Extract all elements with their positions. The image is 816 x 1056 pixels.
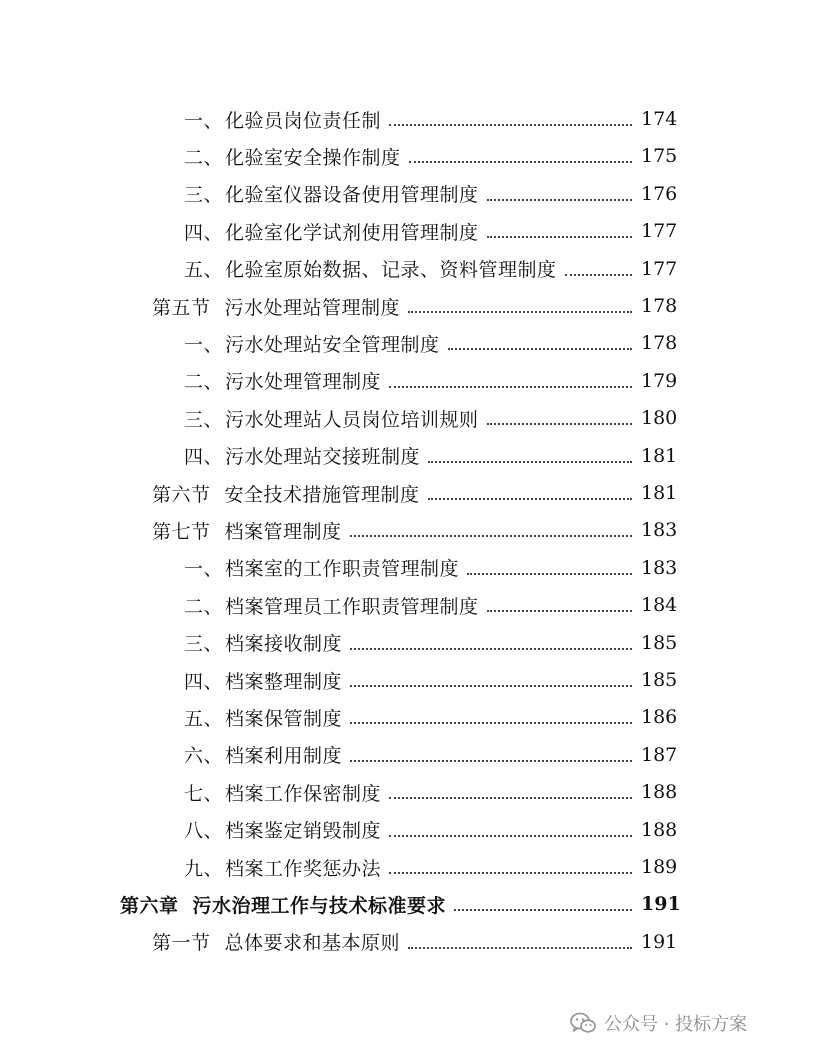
toc-entry[interactable] [0,662,816,698]
toc-entry-number: 第五节 [152,296,211,319]
toc-entry-number: 一、 [184,333,224,356]
toc-entry-label [184,816,381,843]
toc-entry-title: 档案利用制度 [225,745,343,768]
toc-entry[interactable] [0,475,816,511]
watermark [570,1008,747,1038]
toc-entry-label [152,517,342,544]
toc-leader-dots [487,198,632,201]
toc-entry[interactable] [0,737,816,773]
toc-entry-title: 污水处理管理制度 [225,371,382,394]
toc-leader-dots [350,684,632,687]
watermark-text: 公众号 · 投标方案 [604,1014,748,1035]
toc-entry-number: 一、 [184,558,224,581]
toc-leader-dots [454,908,632,911]
toc-entry-title: 档案管理员工作职责管理制度 [225,595,479,618]
toc-entry-title: 档案管理制度 [224,520,342,543]
toc-leader-dots [428,460,632,463]
toc-entry-title: 档案保管制度 [225,707,343,730]
toc-entry-label [184,442,420,469]
toc-leader-dots [448,347,632,350]
toc-entry-label [152,480,420,507]
toc-leader-dots [389,123,632,126]
toc-entry[interactable] [0,587,816,623]
toc-entry-page: 178 [641,332,678,355]
toc-entry[interactable] [0,774,816,810]
toc-entry-title: 总体要求和基本原则 [224,932,401,955]
toc-entry[interactable] [0,512,816,548]
toc-entry-number: 二、 [184,595,224,618]
toc-entry-number: 三、 [184,633,224,656]
toc-entry-number: 五、 [184,707,224,730]
toc-entry[interactable] [0,924,816,960]
toc-entry-label [184,405,479,432]
toc-leader-dots [350,721,632,724]
toc-entry[interactable] [0,138,816,174]
toc-entry-label [184,667,342,694]
toc-leader-dots [487,422,632,425]
toc-entry-page: 177 [641,220,678,243]
toc-entry-title: 档案鉴定销毁制度 [225,820,382,843]
toc-entry-title: 档案工作奖惩办法 [225,857,382,880]
toc-entry-label [184,180,479,207]
toc-entry[interactable] [0,325,816,361]
toc-entry-page: 186 [641,706,678,729]
toc-entry-title: 化验室安全操作制度 [225,146,401,169]
toc-entry-page: 181 [641,444,678,467]
toc-entry-title: 污水处理站交接班制度 [225,446,421,469]
toc-entry-number: 第六节 [152,483,211,506]
toc-leader-dots [389,834,632,837]
toc-entry[interactable] [0,438,816,474]
toc-entry-page: 187 [641,743,678,766]
toc-entry[interactable] [0,886,816,922]
toc-leader-dots [428,497,632,500]
toc-entry-number: 八、 [184,820,224,843]
wechat-icon [570,1012,596,1034]
toc-entry-page: 179 [641,369,678,392]
toc-entry-label [184,330,440,357]
toc-entry-number: 一、 [184,109,224,132]
toc-entry-page: 184 [641,594,678,617]
toc-leader-dots [487,235,632,238]
toc-leader-dots [389,385,632,388]
toc-entry-title: 化验员岗位责任制 [225,109,382,132]
toc-entry-number: 二、 [184,146,224,169]
toc-entry-page: 185 [641,669,678,691]
toc-entry-number: 二、 [184,371,224,394]
toc-leader-dots [389,796,632,799]
toc-entry-label [184,367,381,394]
toc-entry-page: 185 [641,631,678,654]
toc-entry-label [184,854,381,881]
toc-leader-dots [408,946,632,949]
toc-leader-dots [487,609,632,612]
toc-entry[interactable] [0,101,816,137]
toc-entry-number: 五、 [184,259,224,282]
toc-entry-label [152,928,400,955]
toc-entry[interactable] [0,251,816,287]
toc-entry-number: 四、 [184,670,224,693]
toc-entry-title: 污水处理站管理制度 [224,296,401,319]
toc-entry-title: 污水处理站人员岗位培训规则 [225,408,479,431]
toc-entry-number: 六、 [184,745,224,768]
toc-entry-title: 档案工作保密制度 [225,782,382,805]
toc-leader-dots [389,871,632,874]
toc-leader-dots [350,534,632,537]
toc-entry-title: 化验室原始数据、记录、资料管理制度 [225,259,557,282]
toc-entry-label [184,592,479,619]
toc-entry[interactable] [0,550,816,586]
toc-entry[interactable] [0,625,816,661]
toc-entry-number: 七、 [184,782,224,805]
toc-leader-dots [408,310,632,313]
toc-entry-title: 化验室化学试剂使用管理制度 [225,221,479,244]
toc-entry-label [184,218,479,245]
toc-entry-page: 178 [641,295,678,317]
toc-entry-label [184,629,342,656]
toc-entry-label [152,293,400,320]
toc-entry-title: 档案整理制度 [225,670,343,693]
toc-entry-page: 183 [641,519,678,542]
toc-entry[interactable] [0,176,816,212]
toc-entry-title: 污水处理站安全管理制度 [225,333,440,356]
toc-entry-title: 档案接收制度 [225,633,343,656]
toc-leader-dots [565,273,632,276]
toc-entry-page: 183 [641,556,678,579]
toc-entry-title: 档案室的工作职责管理制度 [225,558,460,581]
toc-leader-dots [350,759,632,762]
toc-entry-label [184,143,401,170]
toc-entry-label [184,704,342,731]
toc-entry-page: 191 [641,893,681,916]
toc-entry[interactable] [0,363,816,399]
toc-entry-page: 174 [641,108,678,130]
toc-entry-title: 安全技术措施管理制度 [224,483,420,506]
toc-entry[interactable] [0,812,816,848]
toc-leader-dots [467,572,632,575]
toc-entry-number: 三、 [184,408,224,431]
toc-entry-label [184,779,381,806]
toc-entry[interactable] [0,699,816,735]
toc-entry[interactable] [0,213,816,249]
toc-entry-page: 189 [641,856,678,878]
toc-entry-page: 188 [641,818,678,841]
toc-entry-page: 176 [641,182,678,205]
toc-entry-number: 第六章 [120,894,179,917]
toc-entry-label [184,106,381,133]
toc-entry-page: 188 [641,781,678,804]
toc-entry[interactable] [0,400,816,436]
toc-entry-number: 四、 [184,221,224,244]
toc-entry-label [184,554,459,581]
toc-entry-number: 第一节 [152,932,211,955]
toc-entry-page: 177 [641,257,678,280]
toc-entry-label [184,741,342,768]
toc-entry[interactable] [0,849,816,885]
toc-entry-number: 九、 [184,857,224,880]
toc-entry-label [120,891,446,918]
toc-entry-page: 175 [641,145,678,168]
toc-entry[interactable] [0,288,816,324]
toc-leader-dots [350,647,632,650]
toc-entry-title: 污水治理工作与技术标准要求 [192,894,447,917]
toc-entry-number: 三、 [184,184,224,207]
toc-leader-dots [409,160,632,163]
toc-entry-title: 化验室仪器设备使用管理制度 [225,184,479,207]
toc-entry-label [184,255,557,282]
toc-entry-number: 四、 [184,446,224,469]
toc-entry-page: 191 [641,930,678,953]
toc-entry-number: 第七节 [152,520,211,543]
toc-entry-page: 181 [641,482,678,504]
toc-entry-page: 180 [641,407,678,430]
